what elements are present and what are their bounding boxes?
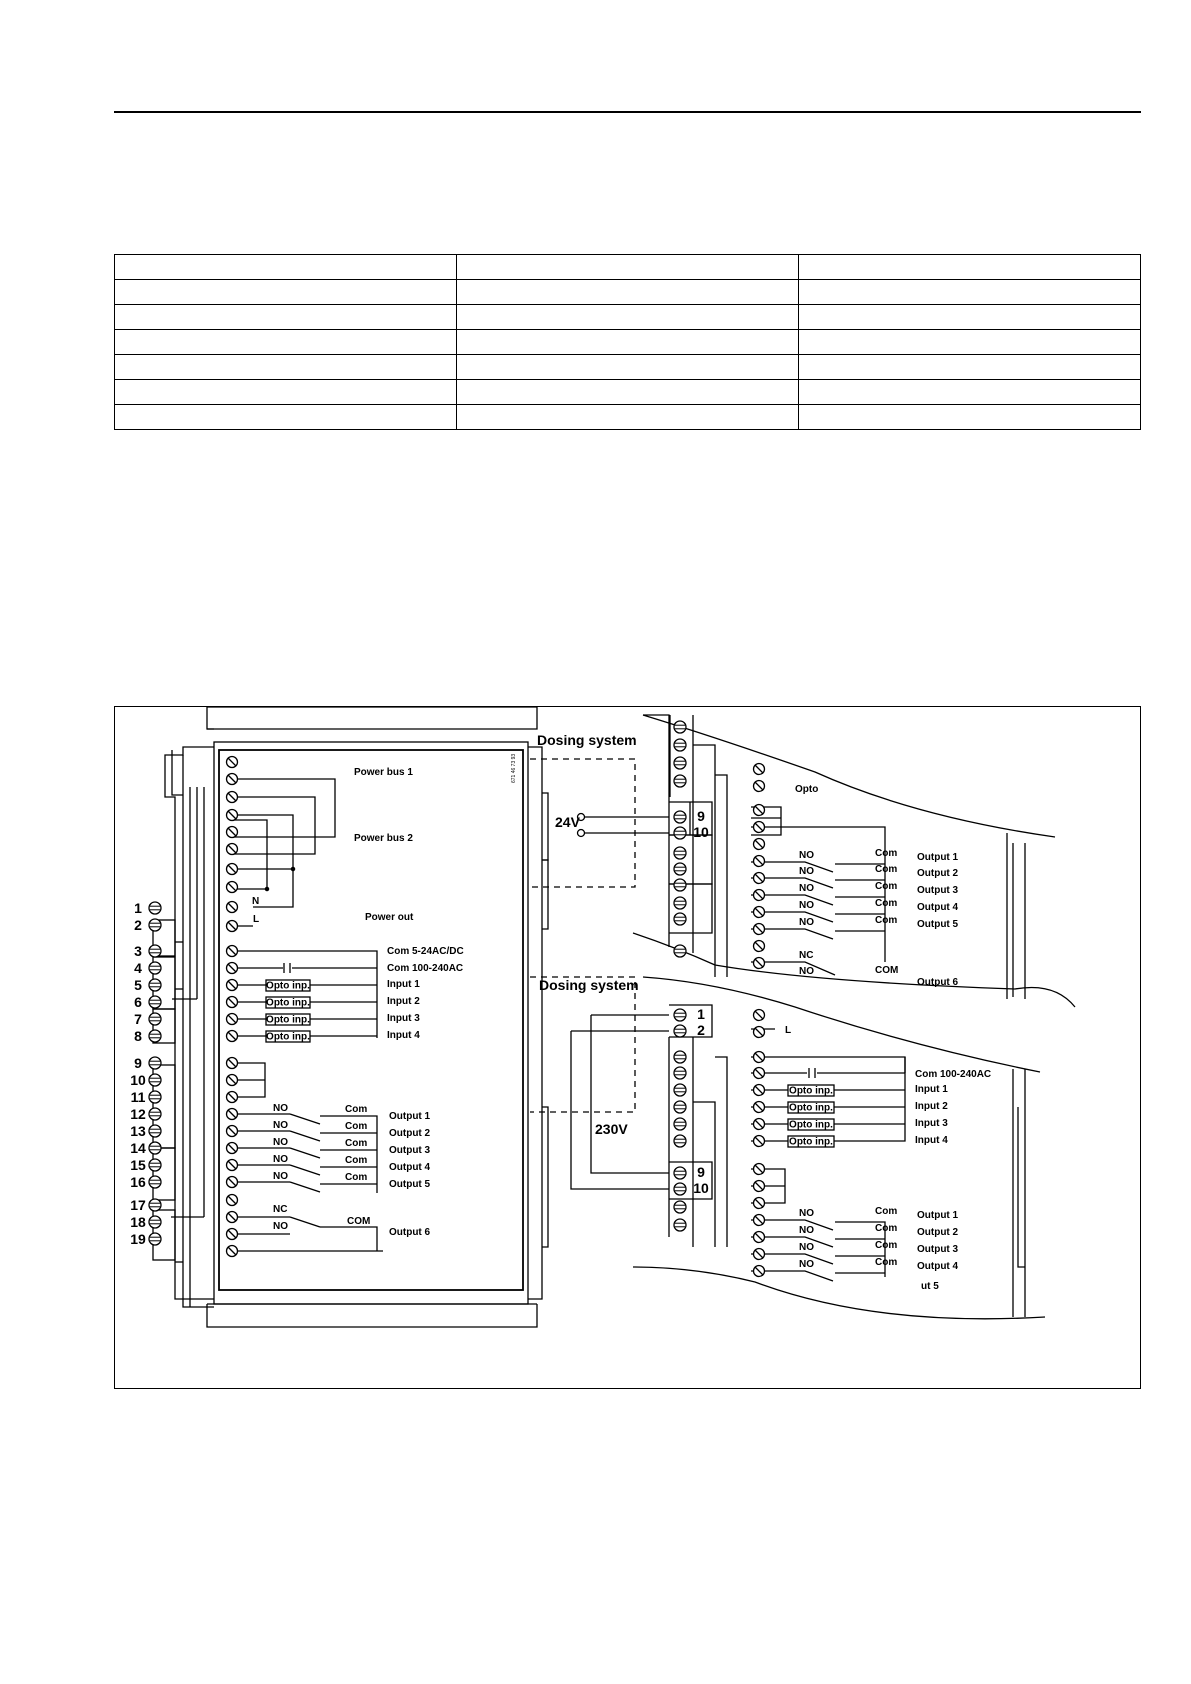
screw-terminal-icon (754, 1249, 765, 1260)
com-label: Com (345, 1121, 368, 1132)
table-cell (457, 330, 799, 355)
table-cell (115, 380, 457, 405)
screw-terminal-icon (227, 1075, 238, 1086)
block-screw-icon (149, 1013, 161, 1025)
no-label: NO (799, 1208, 814, 1219)
opto-input-label: Opto inp. (789, 1085, 833, 1097)
screw-terminal-icon (754, 1119, 765, 1130)
input-label: Input 2 (915, 1101, 948, 1112)
block-screw-icon (674, 1118, 686, 1130)
power-bus-2-label: Power bus 2 (354, 833, 413, 844)
screw-terminal-icon (754, 856, 765, 867)
n-label: N (252, 896, 260, 907)
table-row (115, 255, 1141, 280)
output-label: Output 5 (389, 1179, 431, 1190)
screw-terminal-icon (227, 902, 238, 913)
table-cell (457, 380, 799, 405)
screw-terminal-icon (227, 1195, 238, 1206)
block-screw-icon (674, 913, 686, 925)
terminal-number: 3 (134, 943, 142, 959)
table-cell (799, 405, 1141, 430)
dosing-system-label: Dosing system (537, 732, 637, 748)
no-label: NO (273, 1154, 288, 1165)
table-row (115, 330, 1141, 355)
no-label: NO (799, 900, 814, 911)
nc-label: NC (799, 950, 814, 961)
output-label: Output 2 (389, 1128, 431, 1139)
voltage-label: 230V (595, 1121, 628, 1137)
output-label: Output 3 (917, 885, 959, 896)
no-label: NO (799, 1225, 814, 1236)
screw-terminal-icon (227, 1058, 238, 1069)
screw-terminal-icon (754, 781, 765, 792)
block-screw-icon (149, 1125, 161, 1137)
com-label: Com (345, 1138, 368, 1149)
input-label: Input 3 (387, 1013, 420, 1024)
opto-input-label: Opto inp. (266, 1014, 310, 1026)
screw-terminal-icon (754, 1010, 765, 1021)
com-label: Com (345, 1155, 368, 1166)
screw-terminal-icon (754, 1215, 765, 1226)
screw-terminal-icon (227, 1031, 238, 1042)
table-cell (115, 330, 457, 355)
com-label: COM (347, 1216, 371, 1227)
spec-table (114, 254, 1141, 430)
output-label: Output 2 (917, 1227, 959, 1238)
com-label: Com (875, 881, 898, 892)
screw-terminal-icon (754, 1181, 765, 1192)
com-label: Com (875, 1223, 898, 1234)
no-label: NO (273, 1171, 288, 1182)
screw-terminal-icon (754, 1102, 765, 1113)
screw-terminal-icon (754, 958, 765, 969)
com-label: Com (875, 848, 898, 859)
output-5-label: ut 5 (921, 1281, 939, 1292)
terminal-number: 12 (130, 1106, 146, 1122)
table-row (115, 380, 1141, 405)
terminal-number: 9 (697, 1164, 705, 1180)
terminal-number: 9 (134, 1055, 142, 1071)
block-screw-icon (149, 1142, 161, 1154)
opto-input-label: Opto inp. (266, 980, 310, 992)
terminal-number: 1 (134, 900, 142, 916)
terminal-number: 1 (697, 1006, 705, 1022)
screw-terminal-icon (227, 997, 238, 1008)
block-screw-icon (149, 1030, 161, 1042)
screw-terminal-icon (754, 1198, 765, 1209)
opto-input-label: Opto (795, 784, 819, 795)
terminal-number: 10 (130, 1072, 146, 1088)
screw-terminal-icon (227, 1160, 238, 1171)
opto-input-label: Opto inp. (789, 1136, 833, 1148)
block-screw-icon (674, 757, 686, 769)
output-label: Output 4 (389, 1162, 431, 1173)
no-label: NO (273, 1221, 288, 1232)
opto-input-label: Opto inp. (789, 1119, 833, 1131)
terminal-number: 2 (697, 1022, 705, 1038)
terminal-number: 13 (130, 1123, 146, 1139)
block-screw-icon (674, 1101, 686, 1113)
screw-terminal-icon (227, 1177, 238, 1188)
no-label: NO (799, 1259, 814, 1270)
com-ac-label: Com 100-240AC (915, 1069, 992, 1080)
screw-terminal-icon (227, 1092, 238, 1103)
l-label: L (785, 1025, 792, 1036)
nc-label: NC (273, 1204, 288, 1215)
output-label: Output 1 (389, 1111, 431, 1122)
block-screw-icon (674, 897, 686, 909)
screw-terminal-icon (227, 844, 238, 855)
block-screw-icon (149, 919, 161, 931)
table-cell (457, 280, 799, 305)
output-label: Output 3 (389, 1145, 431, 1156)
block-screw-icon (674, 1167, 686, 1179)
no-label: NO (799, 850, 814, 861)
header-rule (114, 111, 1141, 113)
no-label: NO (799, 866, 814, 877)
output-label: Output 3 (917, 1244, 959, 1255)
terminal-number: 10 (693, 824, 709, 840)
com-label: Com (875, 1240, 898, 1251)
block-screw-icon (674, 1084, 686, 1096)
power-bus-1-label: Power bus 1 (354, 767, 413, 778)
screw-terminal-icon (754, 822, 765, 833)
input-label: Input 3 (915, 1118, 948, 1129)
table-cell (115, 405, 457, 430)
screw-terminal-icon (227, 946, 238, 957)
table-cell (799, 255, 1141, 280)
power-out-label: Power out (365, 912, 414, 923)
table-cell (799, 380, 1141, 405)
screw-terminal-icon (754, 924, 765, 935)
terminal-number: 18 (130, 1214, 146, 1230)
com-label: Com (875, 1257, 898, 1268)
no-label: NO (799, 1242, 814, 1253)
screw-terminal-icon (227, 1143, 238, 1154)
screw-terminal-icon (754, 873, 765, 884)
screw-terminal-icon (227, 963, 238, 974)
output-label: Output 1 (917, 852, 959, 863)
terminal-number: 11 (130, 1089, 146, 1105)
terminal-number: 6 (134, 994, 142, 1010)
block-screw-icon (149, 979, 161, 991)
table-cell (457, 255, 799, 280)
table-cell (115, 355, 457, 380)
table-cell (799, 355, 1141, 380)
input-label: Input 2 (387, 996, 420, 1007)
table-cell (799, 280, 1141, 305)
terminal-number: 16 (130, 1174, 146, 1190)
terminal-number: 9 (697, 808, 705, 824)
terminal-number: 19 (130, 1231, 146, 1247)
screw-terminal-icon (754, 890, 765, 901)
screw-terminal-icon (227, 980, 238, 991)
block-screw-icon (674, 1067, 686, 1079)
screw-terminal-icon (227, 921, 238, 932)
no-label: NO (273, 1103, 288, 1114)
no-label: NO (799, 883, 814, 894)
terminal-number: 15 (130, 1157, 146, 1173)
screw-terminal-icon (227, 864, 238, 875)
terminal-number: 5 (134, 977, 142, 993)
block-screw-icon (674, 863, 686, 875)
dosing-system-label: Dosing system (539, 977, 639, 993)
block-screw-icon (149, 1176, 161, 1188)
table-cell (457, 305, 799, 330)
no-label: NO (273, 1120, 288, 1131)
input-label: Input 4 (915, 1135, 948, 1146)
block-screw-icon (674, 1009, 686, 1021)
terminal-number: 7 (134, 1011, 142, 1027)
screw-terminal-icon (754, 1068, 765, 1079)
no-label: NO (273, 1137, 288, 1148)
com-label: Com (345, 1104, 368, 1115)
table-cell (115, 305, 457, 330)
block-screw-icon (674, 1219, 686, 1231)
table-row (115, 355, 1141, 380)
block-screw-icon (674, 739, 686, 751)
screw-terminal-icon (227, 1212, 238, 1223)
output-label: Output 5 (917, 919, 959, 930)
output-label: Output 4 (917, 1261, 959, 1272)
no-label: NO (799, 917, 814, 928)
screw-terminal-icon (227, 1109, 238, 1120)
block-screw-icon (149, 962, 161, 974)
block-screw-icon (674, 1051, 686, 1063)
wiring-diagram-frame (114, 706, 1141, 1389)
com-label: Com (875, 898, 898, 909)
table-row (115, 280, 1141, 305)
screw-terminal-icon (754, 1085, 765, 1096)
terminal-number: 8 (134, 1028, 142, 1044)
screw-terminal-icon (227, 792, 238, 803)
screw-terminal-icon (227, 882, 238, 893)
screw-terminal-icon (754, 1232, 765, 1243)
block-screw-icon (674, 721, 686, 733)
wiring-diagram (115, 707, 1140, 1388)
no-label: NO (799, 966, 814, 977)
com-label: Com (875, 915, 898, 926)
input-label: Input 4 (387, 1030, 420, 1041)
terminal-number: 17 (130, 1197, 146, 1213)
terminal-number: 4 (134, 960, 142, 976)
screw-terminal-icon (754, 805, 765, 816)
screw-terminal-icon (227, 1229, 238, 1240)
table-row (115, 305, 1141, 330)
screw-terminal-icon (754, 1164, 765, 1175)
terminal-number: 14 (130, 1140, 146, 1156)
com-label: Com (875, 864, 898, 875)
block-screw-icon (149, 1199, 161, 1211)
screw-terminal-icon (754, 1052, 765, 1063)
screw-terminal-icon (227, 810, 238, 821)
table-cell (115, 255, 457, 280)
block-screw-icon (149, 945, 161, 957)
table-cell (799, 305, 1141, 330)
block-screw-icon (149, 1159, 161, 1171)
output-label: Output 4 (917, 902, 959, 913)
table-cell (457, 355, 799, 380)
table-cell (799, 330, 1141, 355)
block-screw-icon (149, 1108, 161, 1120)
screw-terminal-icon (754, 839, 765, 850)
output-6-label: Output 6 (917, 977, 959, 988)
block-screw-icon (674, 1135, 686, 1147)
com-dc-label: Com 5-24AC/DC (387, 946, 464, 957)
block-screw-icon (674, 811, 686, 823)
screw-terminal-icon (227, 1246, 238, 1257)
screw-terminal-icon (754, 1266, 765, 1277)
com-label: Com (345, 1172, 368, 1183)
screw-terminal-icon (227, 1014, 238, 1025)
screw-terminal-icon (227, 757, 238, 768)
com-label: Com (875, 1206, 898, 1217)
table-cell (115, 280, 457, 305)
screw-terminal-icon (227, 1126, 238, 1137)
table-cell (457, 405, 799, 430)
com-label: COM (875, 965, 899, 976)
screw-terminal-icon (227, 827, 238, 838)
opto-input-label: Opto inp. (266, 1031, 310, 1043)
screw-terminal-icon (754, 1027, 765, 1038)
block-screw-icon (674, 847, 686, 859)
output-6-label: Output 6 (389, 1227, 431, 1238)
input-label: Input 1 (915, 1084, 948, 1095)
block-screw-icon (674, 945, 686, 957)
block-screw-icon (149, 902, 161, 914)
output-label: Output 1 (917, 1210, 959, 1221)
screw-terminal-icon (754, 941, 765, 952)
block-screw-icon (674, 1201, 686, 1213)
block-screw-icon (149, 1074, 161, 1086)
l-label: L (253, 914, 260, 925)
block-screw-icon (149, 1091, 161, 1103)
block-screw-icon (149, 996, 161, 1008)
block-screw-icon (149, 1233, 161, 1245)
block-screw-icon (674, 827, 686, 839)
input-label: Input 1 (387, 979, 420, 990)
opto-input-label: Opto inp. (789, 1102, 833, 1114)
screw-terminal-icon (754, 907, 765, 918)
block-screw-icon (674, 879, 686, 891)
screw-terminal-icon (227, 774, 238, 785)
screw-terminal-icon (754, 1136, 765, 1147)
block-screw-icon (149, 1057, 161, 1069)
screw-terminal-icon (754, 764, 765, 775)
com-ac-label: Com 100-240AC (387, 963, 464, 974)
serial-number: 671 46 73 93 (511, 753, 517, 783)
opto-input-label: Opto inp. (266, 997, 310, 1009)
voltage-label: 24V (555, 814, 580, 830)
block-screw-icon (674, 1183, 686, 1195)
terminal-number: 2 (134, 917, 142, 933)
block-screw-icon (674, 775, 686, 787)
terminal-number: 10 (693, 1180, 709, 1196)
block-screw-icon (149, 1216, 161, 1228)
output-label: Output 2 (917, 868, 959, 879)
block-screw-icon (674, 1025, 686, 1037)
table-row (115, 405, 1141, 430)
